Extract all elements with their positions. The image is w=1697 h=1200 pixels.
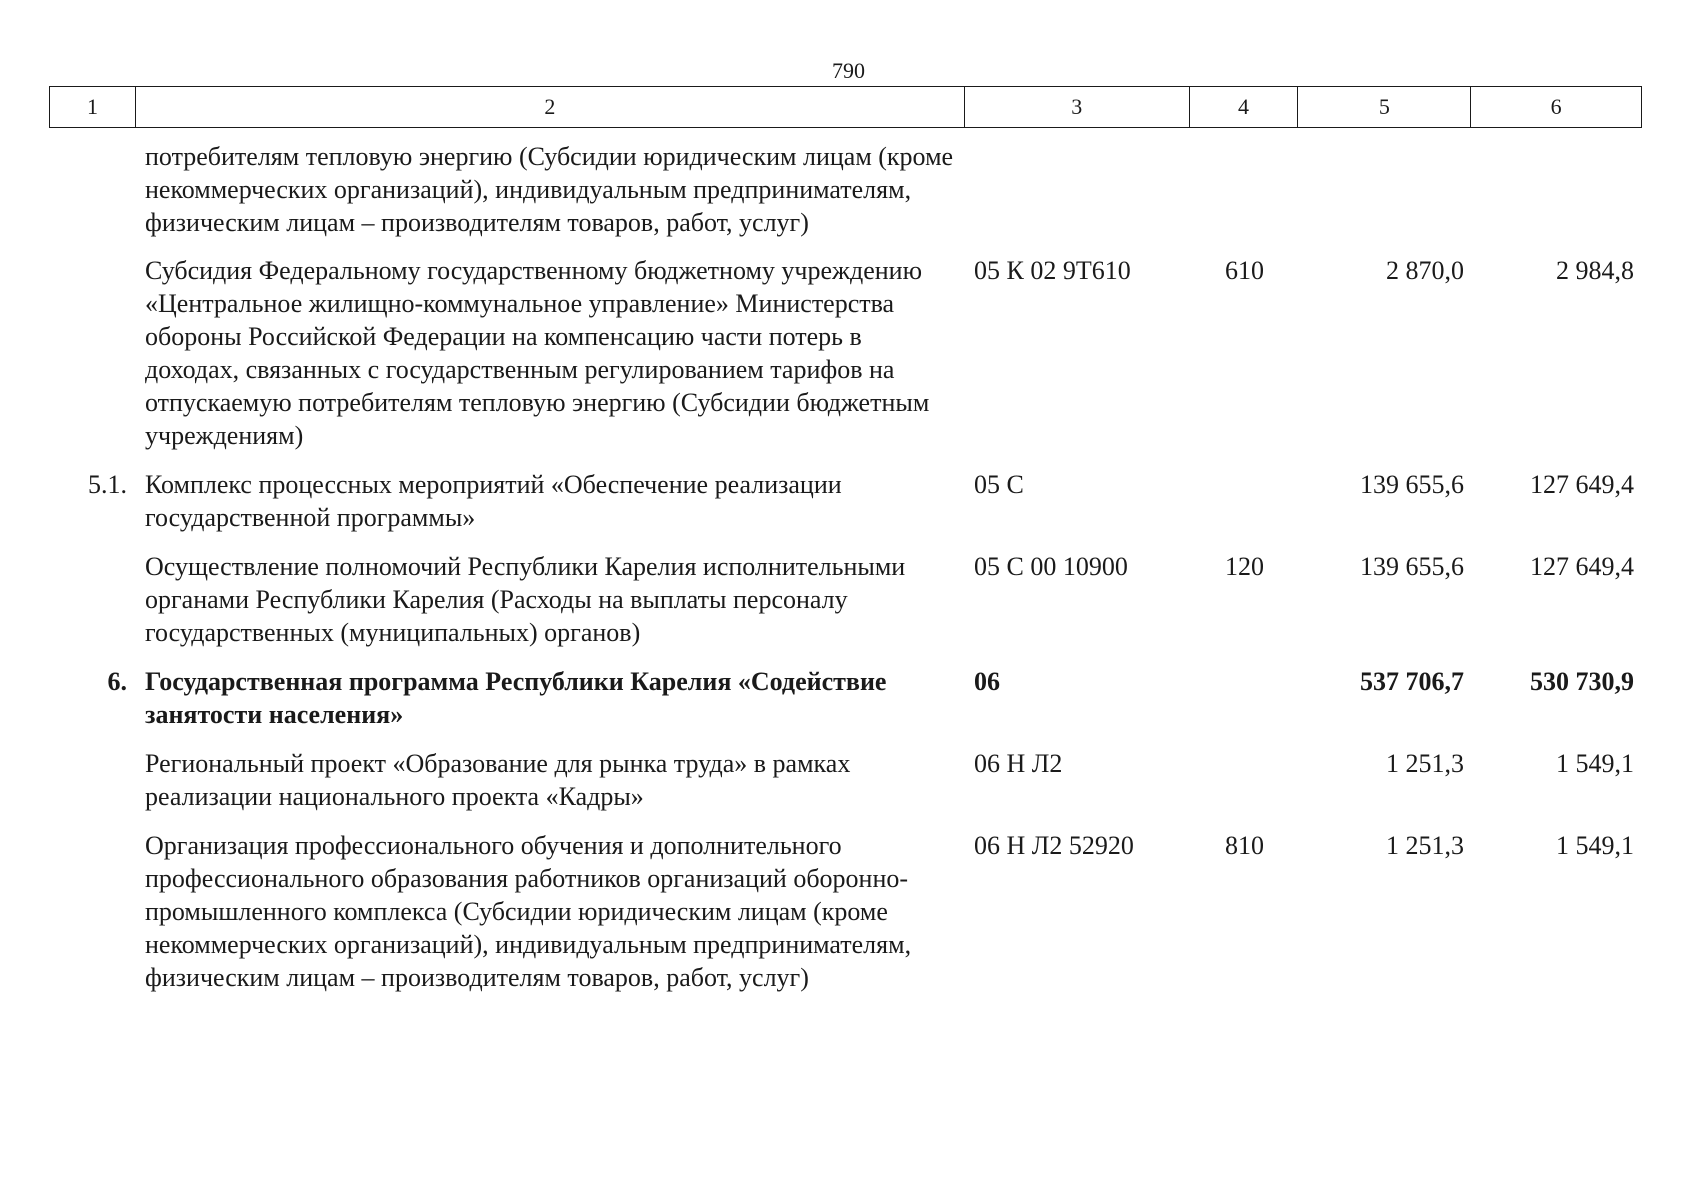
- row-number: [49, 747, 135, 813]
- row-name: Комплекс процессных мероприятий «Обеспечение реализации государственной программы»: [145, 470, 842, 532]
- row-sum-year2: 2 984,8: [1556, 256, 1634, 285]
- column-header-row: [49, 86, 1642, 128]
- column-header-5: 5: [1298, 87, 1471, 127]
- table-row: [49, 550, 1642, 649]
- table-row: [49, 747, 1642, 813]
- row-code: 05 С: [974, 470, 1024, 499]
- row-expense-type: 120: [1225, 552, 1264, 581]
- row-sum-year1: 139 655,6: [1360, 470, 1464, 499]
- row-sum-year2: 127 649,4: [1530, 470, 1634, 499]
- row-code: 06 Н Л2: [974, 749, 1063, 778]
- row-name: потребителям тепловую энергию (Субсидии юридическим лицам (кроме некоммерческих организаций), индивидуальным предпринимателям, физическим лицам – производителям товаров, работ, услуг): [145, 142, 954, 237]
- row-expense-type: [1190, 665, 1299, 731]
- row-sum-year1: 537 706,7: [1360, 667, 1464, 696]
- row-code: 06 Н Л2 52920: [974, 831, 1134, 860]
- row-sum-year1: 1 251,3: [1386, 749, 1464, 778]
- row-sum-year2: 1 549,1: [1556, 749, 1634, 778]
- row-number: [49, 550, 135, 649]
- row-sum-year1: 139 655,6: [1360, 552, 1464, 581]
- column-header-3: 3: [965, 87, 1190, 127]
- column-header-2: 2: [136, 87, 965, 127]
- row-number: [49, 254, 135, 452]
- row-number: 5.1.: [88, 470, 127, 499]
- row-code: 06: [974, 667, 1000, 696]
- row-sum-year1: 1 251,3: [1386, 831, 1464, 860]
- row-code: 05 С 00 10900: [974, 552, 1128, 581]
- table-row: [49, 468, 1642, 534]
- row-number: [49, 140, 135, 239]
- row-code: 05 К 02 9Т610: [974, 256, 1131, 285]
- row-expense-type: [1190, 747, 1299, 813]
- row-sum-year1: 2 870,0: [1386, 256, 1464, 285]
- row-name: Региональный проект «Образование для рынка труда» в рамках реализации национального проекта «Кадры»: [145, 749, 851, 811]
- row-name: Организация профессионального обучения и дополнительного профессионального образования работников организаций оборонно-промышленного комплекса (Субсидии юридическим лицам (кроме некоммерческих организаций), индивидуальным предпринимателям, физическим лицам – производителям товаров, работ, услуг): [145, 831, 912, 992]
- column-header-4: 4: [1190, 87, 1299, 127]
- row-expense-type: 610: [1225, 256, 1264, 285]
- table-row-program: [49, 665, 1642, 731]
- table-row: [49, 140, 1642, 239]
- row-sum-year2: 1 549,1: [1556, 831, 1634, 860]
- row-expense-type: 810: [1225, 831, 1264, 860]
- table-row: [49, 254, 1642, 452]
- row-code: [965, 140, 1190, 239]
- column-header-6: 6: [1550, 94, 1562, 119]
- page-number: 790: [832, 58, 865, 83]
- row-sum-year2: 530 730,9: [1530, 667, 1634, 696]
- row-name: Государственная программа Республики Карелия «Содействие занятости населения»: [145, 667, 887, 729]
- row-number: [49, 829, 135, 994]
- row-sum-year1: [1299, 140, 1472, 239]
- row-name: Осуществление полномочий Республики Карелия исполнительными органами Республики Карелия (Расходы на выплаты персоналу государственных (муниципальных) органов): [145, 552, 906, 647]
- table-row: [49, 829, 1642, 994]
- row-name: Субсидия Федеральному государственному бюджетному учреждению «Центральное жилищно-коммунальное управление» Министерства обороны Российской Федерации на компенсацию части потерь в доходах, связанных с государственным регулированием тарифов на отпускаемую потребителям тепловую энергию (Субсидии бюджетным учреждениям): [145, 256, 930, 450]
- row-number: 6.: [107, 667, 127, 696]
- row-expense-type: [1190, 140, 1299, 239]
- row-sum-year2: [1472, 140, 1642, 239]
- row-sum-year2: 127 649,4: [1530, 552, 1634, 581]
- row-expense-type: [1190, 468, 1299, 534]
- column-header-1: 1: [50, 87, 136, 127]
- budget-table-body: [49, 140, 1642, 1010]
